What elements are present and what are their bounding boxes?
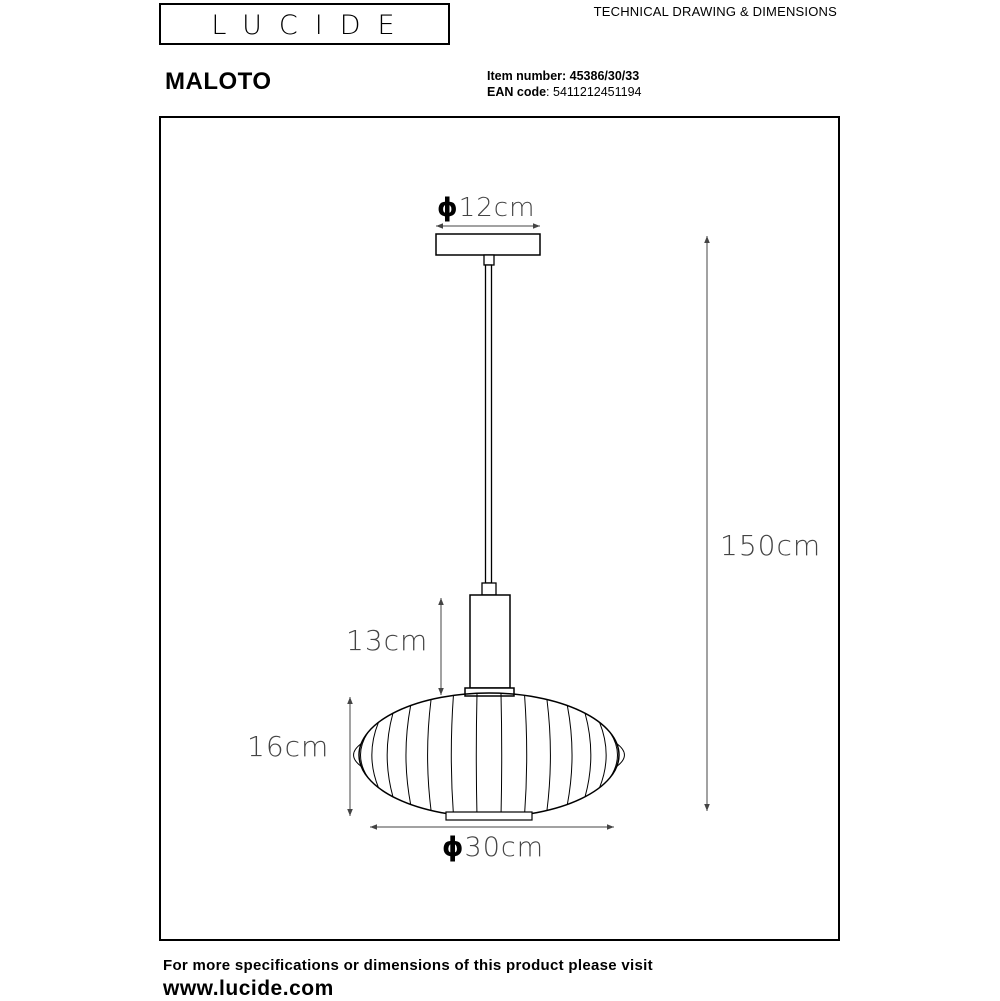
ean-label: EAN code [487,85,547,99]
shade-rib [610,733,617,778]
socket-ring [465,688,514,696]
cable-connector [482,583,496,595]
logo-text: LUCIDE [211,10,412,41]
shade-rib [585,713,591,797]
suspension-cable [486,265,492,583]
diameter-symbol: ϕ [437,193,459,223]
shade-rib [372,722,379,787]
shade-rib [547,699,550,810]
shade-height-label: 16cm [247,730,330,763]
shade-rib [600,722,607,787]
socket-height-label: 13cm [346,624,429,657]
ribbed-glass-shade [354,693,625,817]
shade-rib [476,693,477,816]
ean-value: : 5411212451194 [546,85,642,99]
shade-rib [387,713,393,797]
diameter-symbol: ϕ [442,832,465,863]
shade-rib [451,695,453,814]
socket-holder [470,595,510,688]
canopy-fitting [484,255,494,265]
item-number-value: : 45386/30/33 [562,69,640,83]
shade-diameter-label: ϕ30cm [442,832,545,863]
shade-rib [361,733,368,778]
canopy [436,234,540,255]
shade-bottom-ring [446,812,532,820]
shade-rib [406,706,411,805]
shade-outline [359,693,619,817]
shade-rib [428,699,431,810]
shade-rib [525,695,527,814]
item-number-label: Item number [487,69,563,83]
footer-note: For more specifications or dimensions of this product please visit [163,957,653,974]
shade-rib [501,693,502,816]
canopy-diameter-label: ϕ12cm [437,193,536,223]
shade-rib [567,706,572,805]
product-name: MALOTO [165,68,272,95]
website-link[interactable]: www.lucide.com [163,977,334,1000]
total-height-label: 150cm [720,529,822,562]
document-title: TECHNICAL DRAWING & DIMENSIONS [593,4,837,19]
